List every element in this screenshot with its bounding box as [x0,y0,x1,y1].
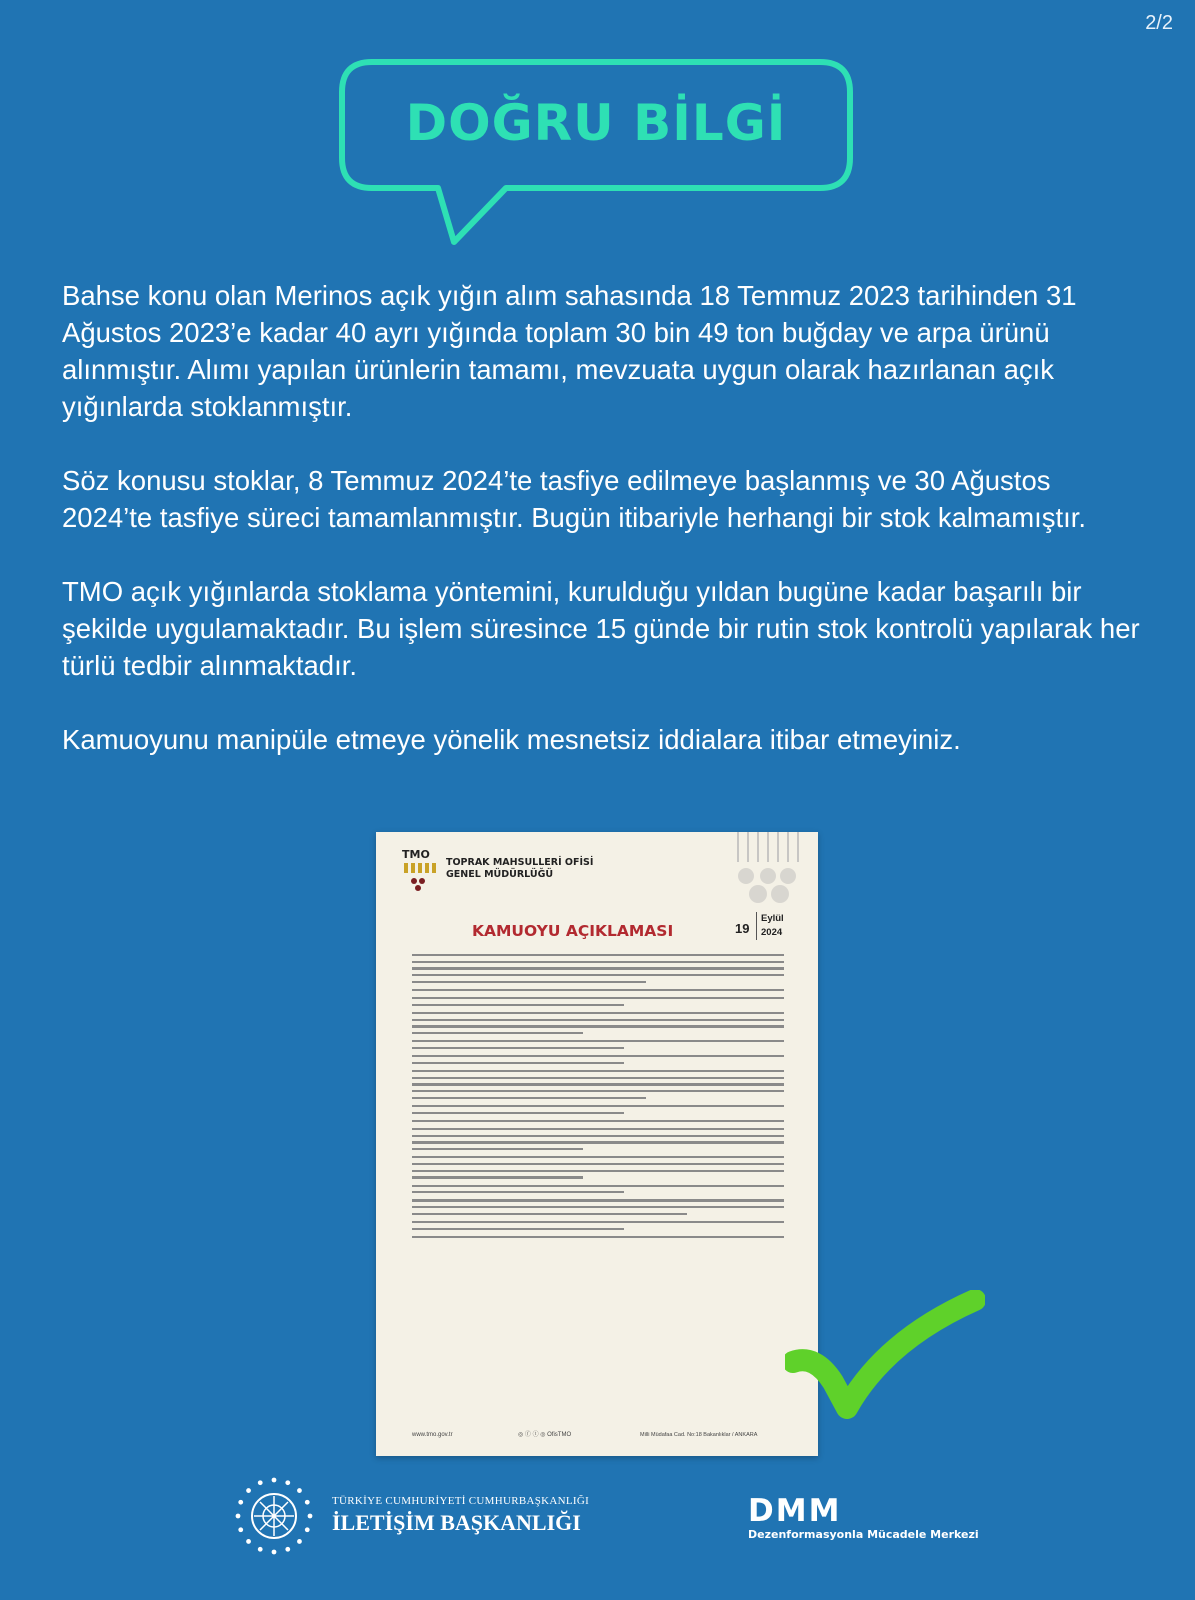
document-text-line [412,1070,784,1072]
document-text-line [412,1156,784,1158]
emblem-star [258,1480,263,1485]
document-paragraph [412,1070,784,1099]
document-date-month: Eylül [761,913,784,924]
paragraph-2: Söz konusu stoklar, 8 Temmuz 2024’te tasfiye edilmeye başlanmış ve 30 Ağustos 2024’te tasfiye süreci tamamlanmıştır. Bugün itibariyle herhangi bir stok kalmamıştır. [62,465,1087,533]
emblem-star [246,1488,251,1493]
document-text-line [412,997,784,999]
document-text-line [412,1199,784,1201]
document-text-line [412,1055,784,1057]
document-text-line [412,1062,624,1064]
paragraph-3: TMO açık yığınlarda stoklama yöntemini, kurulduğu yıldan bugüne kadar başarılı bir şekilde uygulamaktadır. Bu işlem süresince 15 günde bir rutin stok kontrolü yapılarak her türlü tedbir alınmaktadır. [62,576,1140,681]
document-text-line [412,1090,784,1092]
document-website: www.tmo.gov.tr [412,1432,453,1438]
document-paragraph [412,1012,784,1034]
document-text-line [412,1221,784,1223]
tmo-abbr: TMO [402,848,430,861]
document-text-line [412,1163,784,1165]
org-line-1: TOPRAK MAHSULLERİ OFİSİ [446,857,594,868]
document-title: KAMUOYU AÇIKLAMASI [472,922,674,940]
document-paragraph [412,1185,784,1194]
document-text-line [412,1213,687,1215]
document-paragraph [412,1105,784,1114]
ib-institution-name: İLETİŞİM BAŞKANLIĞI [332,1510,581,1535]
ib-institution-small: TÜRKİYE CUMHURİYETİ CUMHURBAŞKANLIĞI [332,1495,590,1507]
document-text-line [412,1236,784,1238]
document-paragraph [412,989,784,991]
speech-bubble-icon [336,58,856,248]
document-text-line [412,1097,646,1099]
document-paragraph [412,1156,784,1178]
document-date-day: 19 [735,921,750,936]
document-text-line [412,1047,624,1049]
emblem-star [297,1539,302,1544]
document-date-year: 2024 [761,927,783,938]
emblem-star [305,1527,310,1532]
document-address: Milli Müdafaa Cad. No:18 Bakanlıklar / ANKARA [640,1432,758,1438]
emblem-star [305,1500,310,1505]
dmm-logo: DMM [748,1493,842,1529]
document-text-line [412,981,646,983]
document-body-text [412,954,784,1244]
document-text-line [412,1112,624,1114]
document-text-line [412,1105,784,1107]
document-text-line [412,1025,784,1027]
emblem-star [246,1539,251,1544]
star-emblem-icon [232,1474,316,1558]
document-text-line [412,1135,784,1137]
org-line-2: GENEL MÜDÜRLÜĞÜ [446,869,554,880]
tmo-org-name [446,857,593,881]
emblem-star [272,1478,277,1483]
emblem-star [297,1488,302,1493]
tmo-logo [402,848,438,900]
document-paragraph [412,997,784,1006]
speech-bubble [336,58,856,248]
emblem-star [238,1500,243,1505]
document-text-line [412,1206,784,1208]
document-text-line [412,1170,784,1172]
document-text-line [412,1040,784,1042]
document-text-line [412,974,784,976]
document-text-line [412,961,784,963]
document-paragraph [412,1055,784,1064]
document-paragraph [412,1128,784,1150]
paragraph-1: Bahse konu olan Merinos açık yığın alım sahasında 18 Temmuz 2023 tarihinden 31 Ağustos 2023’e kadar 40 ayrı yığında toplam 30 bin 49 ton buğday ve arpa ürünü alınmıştır. Alımı yapılan ürünlerin tamamı, mevzuata uygun olarak hazırlanan açık yığınlarda stoklanmıştır. [62,280,1077,422]
document-paragraph [412,1120,784,1122]
document-text-line [412,1004,624,1006]
document-text-line [412,1141,784,1143]
emblem-star [236,1514,241,1519]
document-social: ◎ ⓕ ⓣ ◎ OfisTMO [518,1432,572,1438]
document-text-line [412,1185,784,1187]
document-text-line [412,1077,784,1079]
dmm-subtitle: Dezenformasyonla Mücadele Merkezi [748,1528,979,1541]
emblem-star [238,1527,243,1532]
decorative-wheat-icon [726,832,810,924]
document-text-line [412,1120,784,1122]
emblem-star [285,1480,290,1485]
page-indicator: 2/2 [1145,12,1173,34]
document-text-line [412,1128,784,1130]
wheat-logo-icon [402,861,438,895]
document-text-line [412,1012,784,1014]
document-paragraph [412,1040,784,1049]
document-date [756,912,784,940]
document-text-line [412,989,784,991]
document-paragraph [412,954,784,983]
document-text-line [412,1148,583,1150]
document-paragraph [412,1199,784,1215]
document-text-line [412,967,784,969]
document-paragraph [412,1221,784,1230]
emblem-star [258,1547,263,1552]
document-text-line [412,1176,583,1178]
paragraph-4: Kamuoyunu manipüle etmeye yönelik mesnetsiz iddialara itibar etmeyiniz. [62,724,961,755]
emblem-star [308,1514,313,1519]
document-text-line [412,954,784,956]
document-text-line [412,1083,784,1085]
document-text-line [412,1019,784,1021]
statement-text [62,277,1142,795]
emblem-star [272,1550,277,1555]
bubble-title: DOĞRU BİLGİ [405,94,787,152]
document-text-line [412,1228,624,1230]
press-release-document [376,832,818,1456]
document-text-line [412,1191,624,1193]
green-checkmark-icon [785,1290,985,1450]
emblem-star [285,1547,290,1552]
document-paragraph [412,1236,784,1238]
document-text-line [412,1032,583,1034]
